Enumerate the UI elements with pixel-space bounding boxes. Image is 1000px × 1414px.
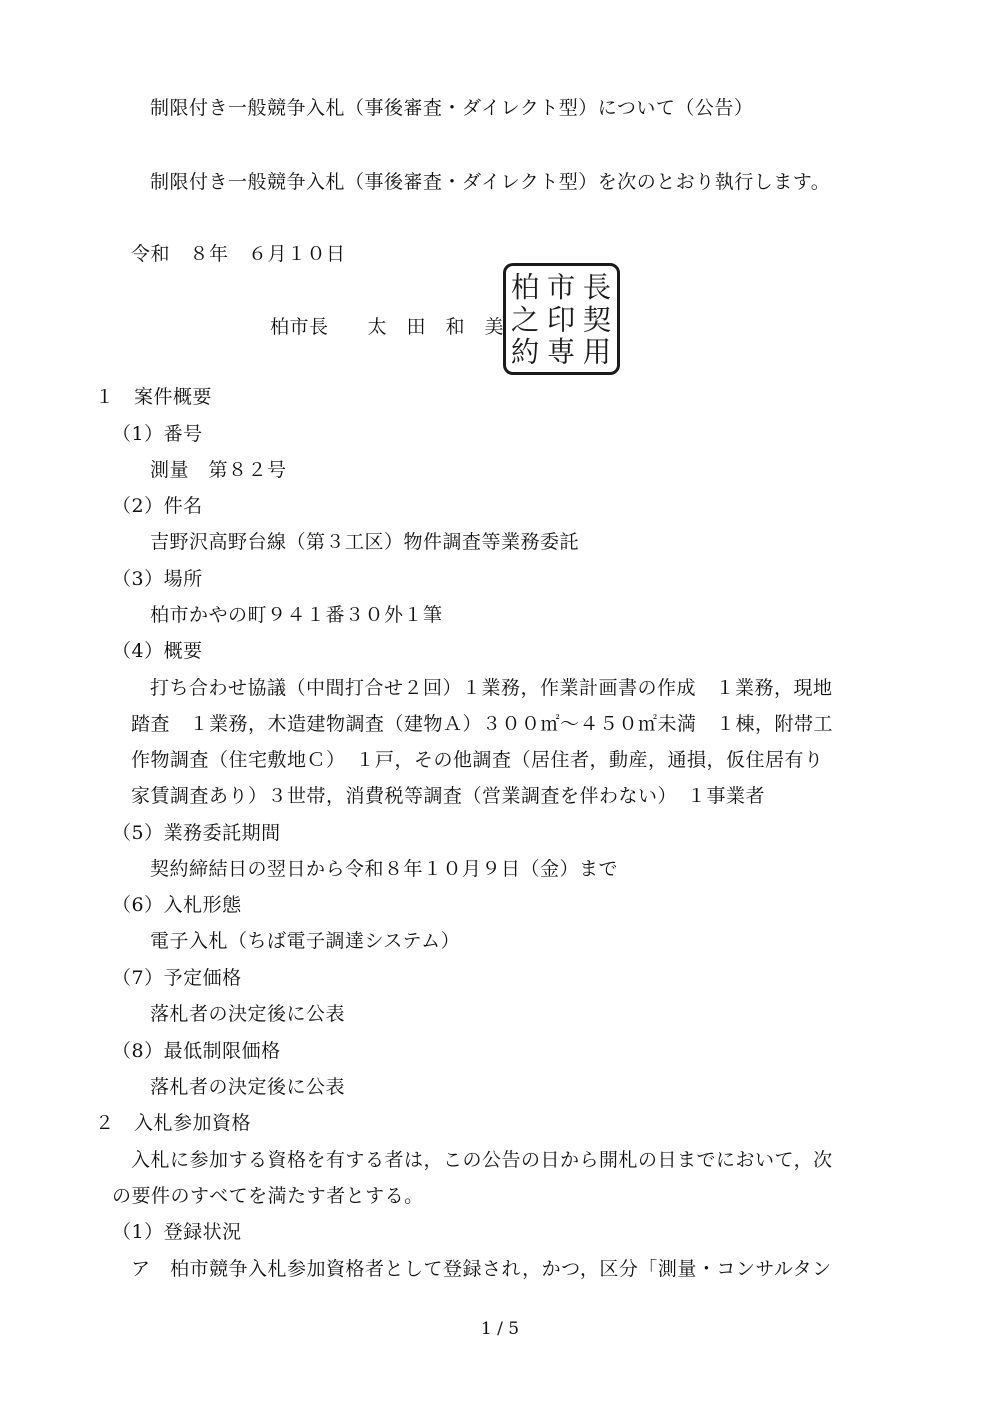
- item-2-value: 吉野沢高野台線（第３工区）物件調査等業務委託: [150, 531, 580, 553]
- notice-date: 令和 ８年 ６月１０日: [131, 243, 346, 265]
- item-4-heading: （4）概要: [112, 640, 203, 662]
- page-number: 1 / 5: [480, 1319, 520, 1339]
- sub-1-item-a: ア 柏市競争入札参加資格者として登録され，かつ，区分「測量・コンサルタン: [131, 1258, 832, 1280]
- item-5-heading: （5）業務委託期間: [112, 822, 281, 844]
- section-2-text-line: の要件のすべてを満たす者とする。: [112, 1185, 424, 1207]
- signer-name: 柏市長 太 田 和 美: [270, 316, 505, 338]
- item-4-text-line: 家賃調査あり）３世帯，消費税等調査（営業調査を伴わない） １事業者: [131, 785, 766, 807]
- seal-char: 契: [582, 303, 612, 337]
- item-3-value: 柏市かやの町９４１番３０外１筆: [150, 604, 443, 626]
- item-4-text-line: 踏査 １業務，木造建物調査（建物Ａ）３００㎡～４５０㎡未満 １棟，附帯工: [131, 713, 834, 735]
- item-8-heading: （8）最低制限価格: [112, 1040, 281, 1062]
- intro-text: 制限付き一般競争入札（事後審査・ダイレクト型）を次のとおり執行します。: [150, 171, 831, 193]
- sub-1-heading: （1）登録状況: [112, 1221, 242, 1243]
- item-3-heading: （3）場所: [112, 568, 203, 590]
- item-6-heading: （6）入札形態: [112, 894, 242, 916]
- item-4-text-line: 打ち合わせ協議（中間打合せ２回）１業務，作業計画書の作成 １業務，現地: [150, 677, 833, 699]
- seal-char: 長: [582, 271, 612, 305]
- seal-char: 専: [546, 335, 576, 369]
- seal-char: 用: [582, 335, 612, 369]
- seal-char: 市: [546, 271, 576, 305]
- item-2-heading: （2）件名: [112, 495, 203, 517]
- notice-title: 制限付き一般競争入札（事後審査・ダイレクト型）について（公告）: [150, 97, 754, 119]
- item-1-heading: （1）番号: [112, 423, 203, 445]
- item-1-value: 測量 第８２号: [150, 459, 287, 481]
- section-2-text-line: 入札に参加する資格を有する者は，この公告の日から開札の日までにおいて，次: [131, 1149, 833, 1171]
- item-4-text-line: 作物調査（住宅敷地Ｃ） １戸，その他調査（居住者，動産，通損，仮住居有り: [131, 749, 824, 771]
- seal-char: 印: [546, 303, 576, 337]
- seal-char: 柏: [510, 271, 540, 305]
- item-6-value: 電子入札（ちば電子調達システム）: [150, 930, 461, 952]
- seal-char: 約: [510, 335, 540, 369]
- item-8-value: 落札者の決定後に公表: [150, 1076, 346, 1098]
- section-1-heading: １ 案件概要: [95, 386, 213, 408]
- official-seal-icon: [503, 263, 620, 375]
- section-2-heading: ２ 入札参加資格: [95, 1112, 252, 1134]
- item-7-value: 落札者の決定後に公表: [150, 1003, 346, 1025]
- item-5-value: 契約締結日の翌日から令和８年１０月９日（金）まで: [150, 858, 619, 880]
- item-7-heading: （7）予定価格: [112, 967, 242, 989]
- seal-char: 之: [510, 303, 540, 337]
